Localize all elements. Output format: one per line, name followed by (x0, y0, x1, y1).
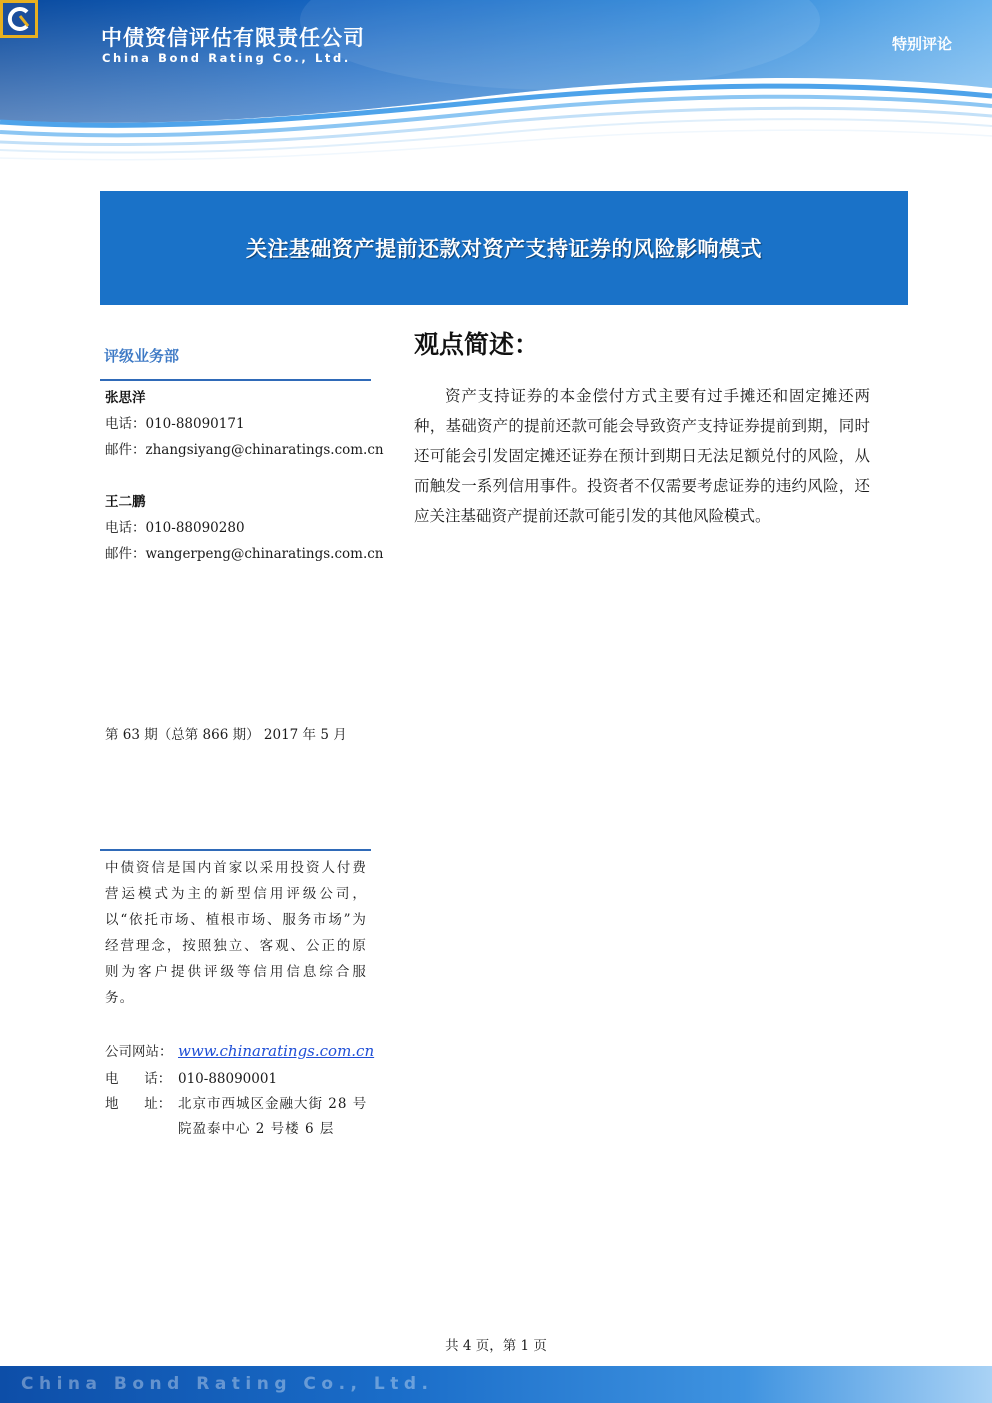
issue-info: 第 63 期（总第 866 期） 2017 年 5 月 (105, 727, 347, 743)
contact-website-row (105, 1040, 374, 1060)
analyst-name: 王二鹏 (105, 494, 146, 510)
address-label: 地 址： (105, 1096, 172, 1112)
company-address-line1: 北京市西城区金融大街 28 号 (178, 1096, 368, 1112)
analyst-phone: 电话：010-88090280 (105, 520, 245, 536)
title-banner (100, 191, 908, 305)
department-label: 评级业务部 (104, 347, 180, 365)
website-label: 公司网站： (105, 1044, 173, 1060)
company-logo-icon (0, 0, 38, 38)
contact-phone-row (105, 1067, 277, 1087)
sidebar-divider (100, 379, 371, 381)
analyst-email[interactable]: 邮件：wangerpeng@chinaratings.com.cn (105, 546, 384, 562)
company-phone: 010-88090001 (178, 1071, 278, 1087)
contact-address-row (105, 1092, 367, 1112)
phone-label: 电 话： (105, 1071, 172, 1087)
company-about: 中债资信是国内首家以采用投资人付费营运模式为主的新型信用评级公司，以“依托市场、植根市场、服务市场”为经营理念，按照独立、客观、公正的原则为客户提供评级等信用信息综合服务。 (105, 860, 367, 1006)
sidebar (104, 345, 372, 366)
section-title: 观点简述： (414, 330, 540, 359)
analyst-name: 张思洋 (105, 390, 146, 406)
company-address-line2: 院盈泰中心 2 号楼 6 层 (178, 1121, 335, 1137)
sidebar-divider (100, 849, 371, 851)
analyst-phone: 电话：010-88090171 (105, 416, 245, 432)
analyst-email[interactable]: 邮件：zhangsiyang@chinaratings.com.cn (105, 442, 384, 458)
website-link[interactable]: www.chinaratings.com.cn (178, 1042, 375, 1060)
report-title: 关注基础资产提前还款对资产支持证券的风险影响模式 (246, 237, 762, 261)
company-name-cn: 中债资信评估有限责任公司 (101, 26, 365, 50)
page-number: 共 4 页，第 1 页 (445, 1338, 547, 1354)
footer-watermark-text: China Bond Rating Co., Ltd. (21, 1374, 434, 1394)
company-name-en: China Bond Rating Co., Ltd. (102, 51, 351, 65)
summary-paragraph: 资产支持证券的本金偿付方式主要有过手摊还和固定摊还两种，基础资产的提前还款可能会导致资产支持证券提前到期，同时还可能会引发固定摊还证券在预计到期日无法足额兑付的风险，从而触发一系列信用事件。投资者不仅需要考虑证券的违约风险，还应关注基础资产提前还款可能引发的其他风险模式。 (414, 387, 870, 525)
report-type-tag: 特别评论 (891, 35, 952, 53)
page-header (0, 0, 992, 175)
